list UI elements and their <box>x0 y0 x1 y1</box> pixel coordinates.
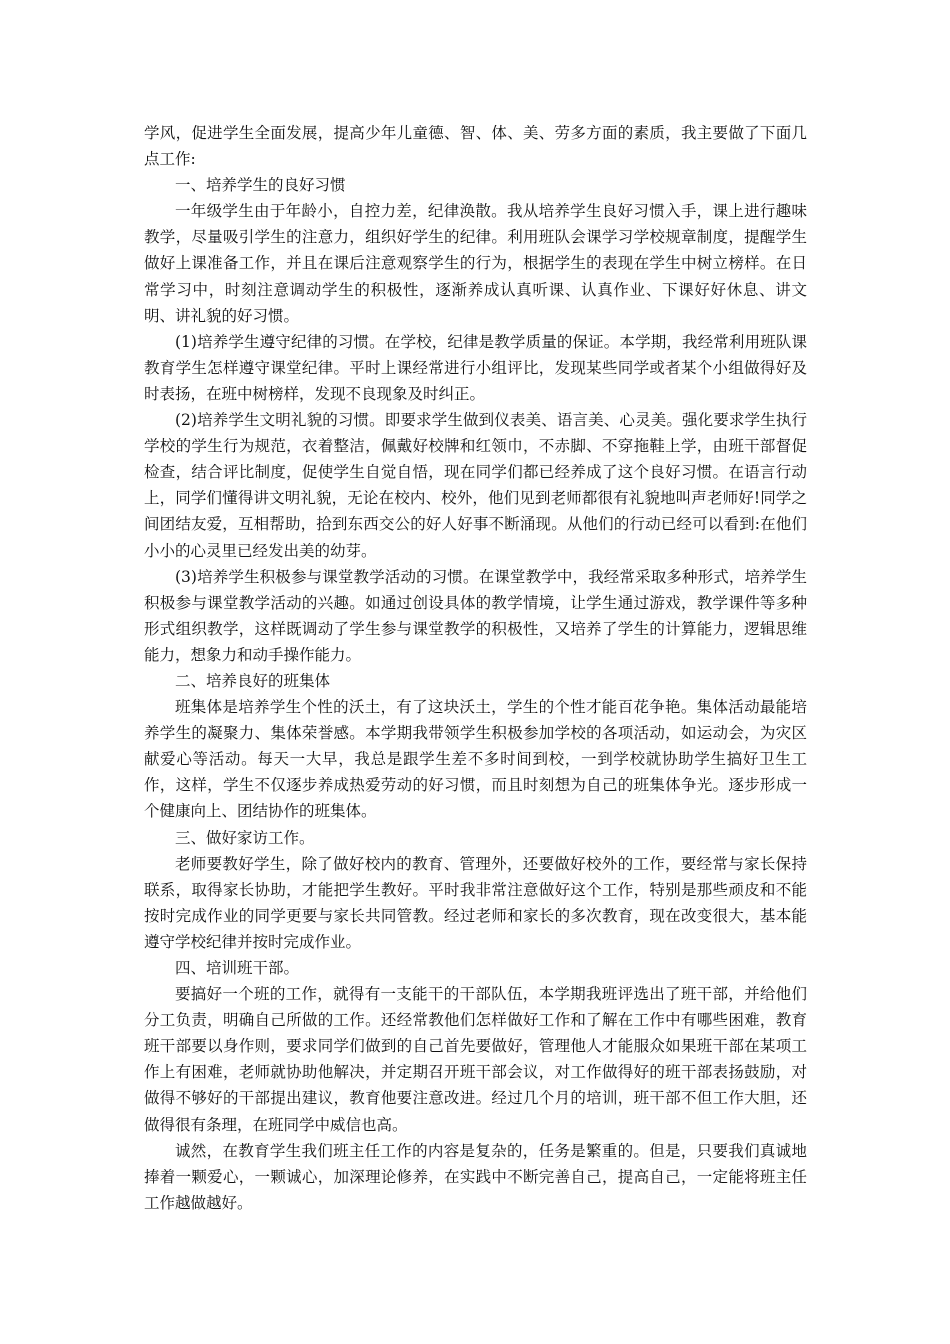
paragraph-intro-continuation: 学风，促进学生全面发展，提高少年儿童德、智、体、美、劳多方面的素质，我主要做了下面几点工作: <box>144 124 807 169</box>
section-heading-class-cadres: 四、培训班干部。 <box>175 959 300 977</box>
paragraph-class-collective: 班集体是培养学生个性的沃土，有了这块沃土，学生的个性才能百花争艳。集体活动最能培养学生的凝聚力、集体荣誉感。本学期我带领学生积极参加学校的各项活动，如运动会，为灾区献爱心等活动。每天一大早，我总是跟学生差不多时间到校，一到学校就协助学生搞好卫生工作，这样，学生不仅逐步养成热爱劳动的好习惯，而且时刻想为自己的班集体争光。逐步形成一个健康向上、团结协作的班集体。 <box>144 698 807 821</box>
section-heading-home-visits: 三、做好家访工作。 <box>175 828 315 847</box>
paragraph-good-habits: 一年级学生由于年龄小，自控力差，纪律涣散。我从培养学生良好习惯入手，课上进行趣味教学，尽量吸引学生的注意力，组织好学生的纪律。利用班队会课学习学校规章制度，提醒学生做好上课准备工作，并且在课后注意观察学生的行为，根据学生的表现在学生中树立榜样。在日常学习中，时刻注意调动学生的积极性，逐渐养成认真听课、认真作业、下课好好休息、讲文明、讲礼貌的好习惯。 <box>144 202 807 325</box>
paragraph-participation-habit: (3)培养学生积极参与课堂教学活动的习惯。在课堂教学中，我经常采取多种形式，培养学生积极参与课堂教学活动的兴趣。如通过创设具体的教学情境，让学生通过游戏，教学课件等多种形式组织教学，这样既调动了学生参与课堂教学的积极性，又培养了学生的计算能力，逻辑思维能力，想象力和动手操作能力。 <box>144 567 807 664</box>
document-page <box>144 120 807 1216</box>
paragraph-class-cadres: 要搞好一个班的工作，就得有一支能干的干部队伍，本学期我班评选出了班干部，并给他们分工负责，明确自己所做的工作。还经常教他们怎样做好工作和了解在工作中有哪些困难，教育班干部要以身作则，要求同学们做到的自己首先要做好，管理他人才能服众如果班干部在某项工作上有困难，老师就协助他解决，并定期召开班干部会议，对工作做得好的班干部表扬鼓励，对做得不够好的干部提出建议，教育他要注意改进。经过几个月的培训，班干部不但工作大胆，还做得很有条理，在班同学中威信也高。 <box>144 985 807 1134</box>
section-heading-class-collective: 二、培养良好的班集体 <box>175 671 331 690</box>
section-heading-good-habits: 一、培养学生的良好习惯 <box>175 176 346 195</box>
paragraph-discipline-habit: (1)培养学生遵守纪律的习惯。在学校，纪律是教学质量的保证。本学期，我经常利用班队课教育学生怎样遵守课堂纪律。平时上课经常进行小组评比，发现某些同学或者某个小组做得好及时表扬，在班中树榜样，发现不良现象及时纠正。 <box>144 332 807 403</box>
paragraph-home-visits: 老师要教好学生，除了做好校内的教育、管理外，还要做好校外的工作，要经常与家长保持联系，取得家长协助，才能把学生教好。平时我非常注意做好这个工作，特别是那些顽皮和不能按时完成作业的同学更要与家长共同管教。经过老师和家长的多次教育，现在改变很大，基本能遵守学校纪律并按时完成作业。 <box>144 854 807 951</box>
paragraph-conclusion: 诚然，在教育学生我们班主任工作的内容是复杂的，任务是繁重的。但是，只要我们真诚地捧着一颗爱心，一颗诚心，加深理论修养，在实践中不断完善自己，提高自己，一定能将班主任工作越做越好。 <box>144 1141 807 1212</box>
paragraph-courtesy-habit: (2)培养学生文明礼貌的习惯。即要求学生做到仪表美、语言美、心灵美。强化要求学生执行学校的学生行为规范，衣着整洁，佩戴好校牌和红领巾，不赤脚、不穿拖鞋上学，由班干部督促检查，结合评比制度，促使学生自觉自悟，现在同学们都已经养成了这个良好习惯。在语言行动上，同学们懂得讲文明礼貌，无论在校内、校外，他们见到老师都很有礼貌地叫声老师好!同学之间团结友爱，互相帮助，拾到东西交公的好人好事不断涌现。从他们的行动已经可以看到:在他们小小的心灵里已经发出美的幼芽。 <box>144 411 807 560</box>
